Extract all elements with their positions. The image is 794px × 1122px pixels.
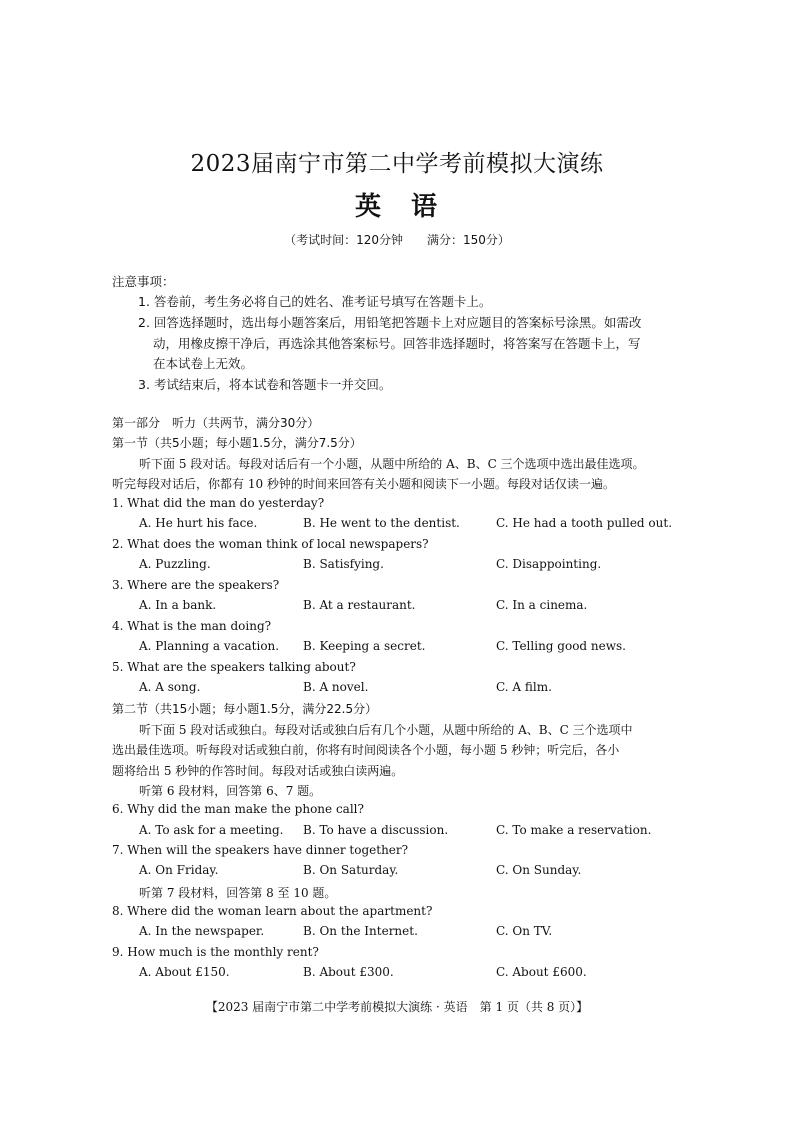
q4-option-b: B. Keeping a secret.: [303, 639, 426, 653]
question-3: 3. Where are the speakers?: [112, 578, 280, 592]
exam-info: [0, 231, 794, 248]
page-footer: 【2023 届南宁市第二中学考前模拟大演练 · 英语 第 1 页（共 8 页）】: [205, 1000, 589, 1014]
notice-heading: 注意事项：: [112, 274, 175, 289]
q5-option-c: C. A film.: [496, 680, 552, 694]
question-2: 2. What does the woman think of local newspapers?: [112, 537, 429, 551]
q1-option-c: C. He had a tooth pulled out.: [496, 516, 673, 530]
part1-heading: 第一部分 听力（共两节，满分30分）: [112, 416, 320, 430]
question-6: 6. Why did the man make the phone call?: [112, 802, 364, 816]
section2-instruction-line-2: 选出最佳选项。听每段对话或独白前，你将有时间阅读各个小题，每小题 5 秒钟；听完后，各小: [112, 743, 620, 757]
q7-option-a: A. On Friday.: [139, 863, 219, 877]
q2-option-b: B. Satisfying.: [303, 557, 384, 571]
q6-option-b: B. To have a discussion.: [303, 823, 449, 837]
q9-option-b: B. About £300.: [303, 965, 394, 979]
q8-option-a: A. In the newspaper.: [139, 924, 265, 938]
q8-option-c: C. On TV.: [496, 924, 553, 938]
subject-title: 英语: [354, 192, 467, 222]
q8-option-b: B. On the Internet.: [303, 924, 418, 938]
q5-option-a: A. A song.: [139, 680, 201, 694]
q7-option-b: B. On Saturday.: [303, 863, 399, 877]
q1-option-a: A. He hurt his face.: [139, 516, 258, 530]
q6-option-a: A. To ask for a meeting.: [139, 823, 284, 837]
q3-option-c: C. In a cinema.: [496, 598, 588, 612]
q9-option-a: A. About £150.: [139, 965, 230, 979]
q4-option-a: A. Planning a vacation.: [139, 639, 280, 653]
q9-option-c: C. About £600.: [496, 965, 587, 979]
q1-option-b: B. He went to the dentist.: [303, 516, 460, 530]
notice-item-2-line-3: 在本试卷上无效。: [153, 356, 254, 371]
q4-option-c: C. Telling good news.: [496, 639, 626, 653]
q2-option-c: C. Disappointing.: [496, 557, 602, 571]
notice-item-2-line-2: 动，用橡皮擦干净后，再选涂其他答案标号。回答非选择题时，将答案写在答题卡上，写: [153, 336, 641, 351]
section1-instruction-line-2: 听完每段对话后，你都有 10 秒钟的时间来回答有关小题和阅读下一小题。每段对话仅读一遍。: [112, 477, 615, 491]
section2-heading: 第二节（共15小题；每小题1.5分，满分22.5分）: [112, 702, 378, 716]
q2-option-a: A. Puzzling.: [139, 557, 211, 571]
full-score: 满分：150分）: [427, 233, 510, 247]
q5-option-b: B. A novel.: [303, 680, 369, 694]
question-4: 4. What is the man doing?: [112, 619, 272, 633]
exam-title: 2023届南宁市第二中学考前模拟大演练: [190, 151, 604, 177]
exam-time: （考试时间：120分钟: [284, 233, 403, 247]
q3-option-a: A. In a bank.: [139, 598, 217, 612]
notice-item-1: 1. 答卷前，考生务必将自己的姓名、准考证号填写在答题卡上。: [138, 294, 492, 309]
material-6-note: 听第 6 段材料，回答第 6、7 题。: [139, 784, 322, 798]
q6-option-c: C. To make a reservation.: [496, 823, 652, 837]
q3-option-b: B. At a restaurant.: [303, 598, 416, 612]
section2-instruction-line-3: 题将给出 5 秒钟的作答时间。每段对话或独白读两遍。: [112, 764, 404, 778]
notice-item-3: 3. 考试结束后，将本试卷和答题卡一并交回。: [138, 377, 392, 392]
question-1: 1. What did the man do yesterday?: [112, 496, 325, 510]
question-8: 8. Where did the woman learn about the apartment?: [112, 904, 433, 918]
question-9: 9. How much is the monthly rent?: [112, 945, 319, 959]
q7-option-c: C. On Sunday.: [496, 863, 582, 877]
section1-instruction-line-1: 听下面 5 段对话。每段对话后有一个小题，从题中所给的 A、B、C 三个选项中选出最佳选项。: [139, 457, 645, 471]
section2-instruction-line-1: 听下面 5 段对话或独白。每段对话或独白后有几个小题，从题中所给的 A、B、C 三个选项中: [139, 723, 633, 737]
question-5: 5. What are the speakers talking about?: [112, 660, 356, 674]
section1-heading: 第一节（共5小题；每小题1.5分，满分7.5分）: [112, 436, 362, 450]
notice-item-2-line-1: 2. 回答选择题时，选出每小题答案后，用铅笔把答题卡上对应题目的答案标号涂黑。如需改: [138, 315, 642, 330]
question-7: 7. When will the speakers have dinner together?: [112, 843, 409, 857]
material-7-note: 听第 7 段材料，回答第 8 至 10 题。: [139, 886, 337, 900]
